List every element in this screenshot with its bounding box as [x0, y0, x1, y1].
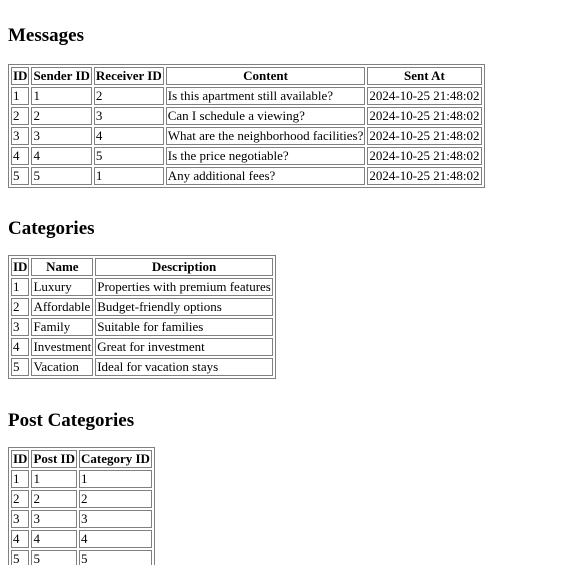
messages-heading: Messages: [8, 25, 84, 46]
table-cell: Luxury: [31, 278, 93, 296]
table-row: [11, 318, 273, 336]
table-cell: 4: [11, 338, 29, 356]
table-row: [11, 510, 152, 528]
table-cell: Vacation: [31, 358, 93, 376]
table-cell: Suitable for families: [95, 318, 273, 336]
table-cell: 3: [94, 107, 164, 125]
table-cell: Is the price negotiable?: [166, 147, 366, 165]
table-row: [11, 530, 152, 548]
table-cell: 3: [31, 127, 91, 145]
table-cell: 5: [11, 358, 29, 376]
table-cell: 4: [79, 530, 152, 548]
table-cell: 5: [31, 167, 91, 185]
table-cell: 4: [31, 530, 77, 548]
table-cell: 1: [11, 87, 29, 105]
table-cell: 2024-10-25 21:48:02: [369, 148, 480, 163]
table-cell: 2: [11, 298, 29, 316]
table-row: [11, 127, 482, 145]
column-header: Category ID: [80, 451, 150, 466]
column-header: Description: [95, 258, 273, 276]
table-row: [11, 278, 273, 296]
table-row: [11, 338, 273, 356]
table-cell: 2: [31, 490, 77, 508]
table-cell: 1: [11, 470, 29, 488]
table-row: [11, 470, 152, 488]
table-cell: Properties with premium features: [97, 279, 271, 294]
table-header-row: [11, 450, 152, 468]
table-cell: Great for investment: [95, 338, 273, 356]
table-cell: 3: [11, 510, 29, 528]
table-cell: 5: [94, 147, 164, 165]
messages-table: [8, 64, 485, 188]
table-cell: Can I schedule a viewing?: [166, 107, 366, 125]
post-categories-heading: Post Categories: [8, 410, 135, 431]
table-cell: 5: [31, 550, 77, 565]
table-header-row: [11, 258, 273, 276]
table-cell: Affordable: [31, 298, 93, 316]
column-header: ID: [13, 259, 28, 274]
table-cell: 5: [11, 550, 29, 565]
column-header: Sender ID: [33, 68, 90, 83]
table-header-row: [11, 67, 482, 85]
table-cell: 2024-10-25 21:48:02: [369, 108, 480, 123]
table-cell: 4: [31, 147, 91, 165]
table-cell: Investment: [33, 339, 92, 354]
table-cell: 1: [31, 87, 91, 105]
table-cell: 2: [94, 87, 164, 105]
table-cell: 1: [11, 278, 29, 296]
table-cell: 4: [94, 127, 164, 145]
table-cell: 3: [11, 318, 29, 336]
post-categories-table: [8, 447, 155, 565]
table-cell: 1: [79, 470, 152, 488]
table-cell: Budget-friendly options: [95, 298, 273, 316]
table-cell: 3: [79, 510, 152, 528]
table-cell: 5: [11, 167, 29, 185]
table-row: [11, 147, 482, 165]
column-header: Post ID: [33, 451, 75, 466]
table-cell: Family: [31, 318, 93, 336]
column-header: Name: [31, 258, 93, 276]
table-row: [11, 490, 152, 508]
table-row: [11, 87, 482, 105]
table-row: [11, 107, 482, 125]
column-header: Content: [166, 67, 366, 85]
table-row: [11, 298, 273, 316]
table-cell: 4: [11, 530, 29, 548]
categories-table: [8, 255, 276, 379]
table-cell: Ideal for vacation stays: [95, 358, 273, 376]
table-cell: Any additional fees?: [166, 167, 366, 185]
column-header: ID: [13, 451, 28, 466]
table-cell: 2: [11, 490, 29, 508]
table-cell: Is this apartment still available?: [166, 87, 366, 105]
table-cell: What are the neighborhood facilities?: [167, 128, 364, 143]
table-cell: 2024-10-25 21:48:02: [369, 88, 480, 103]
table-cell: 1: [31, 470, 77, 488]
table-cell: 2024-10-25 21:48:02: [369, 128, 480, 143]
column-header: Sent At: [367, 67, 481, 85]
categories-heading: Categories: [8, 218, 95, 239]
column-header: Receiver ID: [95, 68, 162, 83]
table-cell: 3: [31, 510, 77, 528]
table-row: [11, 167, 482, 185]
table-row: [11, 358, 273, 376]
table-row: [11, 550, 152, 565]
column-header: ID: [13, 68, 28, 83]
table-cell: 4: [11, 147, 29, 165]
table-cell: 2: [79, 490, 152, 508]
table-cell: 2024-10-25 21:48:02: [369, 168, 480, 183]
table-cell: 5: [79, 550, 152, 565]
table-cell: 2: [31, 107, 91, 125]
table-cell: 2: [11, 107, 29, 125]
table-cell: 1: [94, 167, 164, 185]
table-cell: 3: [11, 127, 29, 145]
